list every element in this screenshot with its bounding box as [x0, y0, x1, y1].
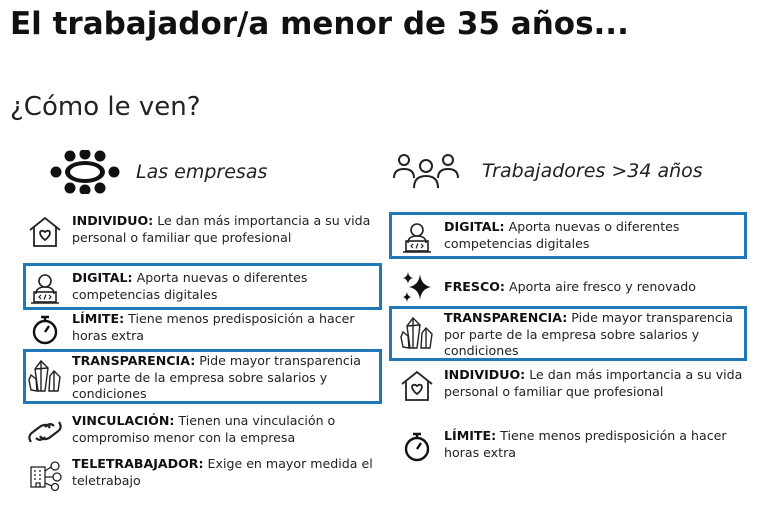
- item-text: Aporta nuevas o diferentes competencias digitales: [72, 270, 308, 302]
- right-item-fresco: [398, 268, 748, 306]
- item-text: Le dan más importancia a su vida personal o familiar que profesional: [444, 367, 743, 399]
- right-item-transparencia: [398, 310, 743, 360]
- right-item-individuo: [398, 367, 748, 405]
- left-item-digital: [26, 270, 376, 308]
- item-text: Exige en mayor medida el teletrabajo: [72, 456, 373, 488]
- left-item-vinculacion: [26, 413, 384, 451]
- laptop-coder-icon: [26, 270, 64, 308]
- item-key: DIGITAL:: [72, 270, 133, 285]
- left-item-teletrabajador: [26, 456, 376, 494]
- right-item-digital: [398, 219, 743, 257]
- people-group-icon: [392, 152, 460, 190]
- item-key: INDIVIDUO:: [444, 367, 526, 382]
- item-text: Aporta nuevas o diferentes competencias digitales: [444, 219, 680, 251]
- sparkles-icon: [398, 268, 436, 306]
- item-key: TRANSPARENCIA:: [444, 310, 568, 325]
- right-column-heading: [392, 152, 703, 190]
- item-text: Tienen una vinculación o compromiso menor con la empresa: [72, 413, 336, 445]
- item-text: Aporta aire fresco y renovado: [504, 278, 696, 294]
- chain-link-icon: [26, 413, 64, 451]
- item-key: VINCULACIÓN:: [72, 413, 175, 428]
- page-title: El trabajador/a menor de 35 años...: [10, 6, 629, 42]
- stopwatch-icon: [26, 311, 64, 349]
- item-text: Pide mayor transparencia por parte de la empresa sobre salarios y condiciones: [72, 353, 361, 401]
- left-column-heading: [46, 150, 267, 194]
- meeting-table-icon: [46, 150, 124, 194]
- item-key: DIGITAL:: [444, 219, 505, 234]
- left-item-individuo: [26, 213, 376, 251]
- crystals-icon: [26, 357, 64, 395]
- crystals-icon: [398, 314, 436, 352]
- item-key: LÍMITE:: [72, 311, 125, 326]
- left-column-heading-label: Las empresas: [136, 161, 268, 183]
- page-subtitle: ¿Cómo le ven?: [10, 92, 201, 122]
- left-item-limite: [26, 311, 376, 349]
- right-item-limite: [398, 428, 748, 466]
- item-text: Tiene menos predisposición a hacer horas extra: [444, 428, 727, 460]
- item-text: Pide mayor transparencia por parte de la empresa sobre salarios y condiciones: [444, 310, 733, 358]
- item-key: INDIVIDUO:: [72, 213, 154, 228]
- remote-network-icon: [26, 456, 64, 494]
- item-key: LÍMITE:: [444, 428, 497, 443]
- item-key: FRESCO:: [444, 278, 505, 294]
- item-key: TRANSPARENCIA:: [72, 353, 196, 368]
- house-heart-icon: [398, 367, 436, 405]
- item-text: Tiene menos predisposición a hacer horas extra: [72, 311, 355, 343]
- house-heart-icon: [26, 213, 64, 251]
- item-key: TELETRABAJADOR:: [72, 456, 204, 471]
- stopwatch-icon: [398, 428, 436, 466]
- right-column-heading-label: Trabajadores >34 años: [482, 160, 703, 182]
- item-text: Le dan más importancia a su vida personal o familiar que profesional: [72, 213, 371, 245]
- laptop-coder-icon: [398, 219, 436, 257]
- left-item-transparencia: [26, 353, 376, 403]
